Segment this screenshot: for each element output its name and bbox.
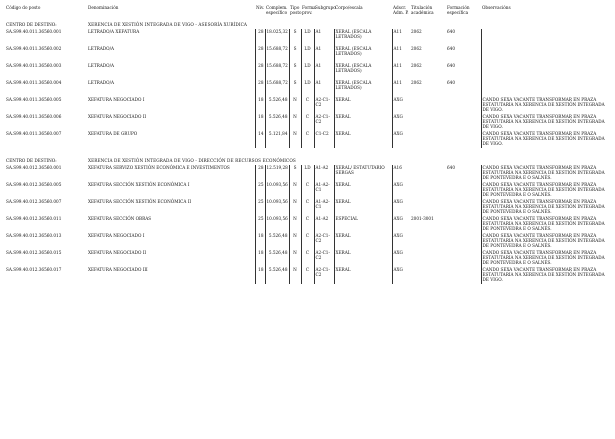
cell-obs [481, 46, 612, 63]
cell-code: SA.S99.40.012.36560.013 [6, 233, 62, 238]
cell-name: XEFATURA NEGOCIADO I [87, 233, 255, 250]
section-header [5, 17, 612, 27]
cell-tipo: N [289, 199, 301, 216]
table-row [5, 131, 612, 148]
cell-forma: C [301, 199, 314, 216]
cell-subgroup: A1 [314, 29, 334, 46]
cell-body: XERAL [334, 267, 392, 284]
cell-tipo: N [289, 250, 301, 267]
cell-name: XEFATURA NEGOCIADO II [87, 114, 255, 131]
cell-level: 25 [255, 216, 265, 233]
cell-forma: C [301, 233, 314, 250]
cell-name: XEFATURA SECCIÓN XESTIÓN ECONÓMICA I [87, 182, 255, 199]
cell-tipo: N [289, 267, 301, 284]
header-obs: Observacións [482, 5, 511, 10]
cell-tit [410, 267, 446, 284]
cell-forma: C [301, 114, 314, 131]
cell-complement: 5.526,48 [265, 250, 289, 267]
cell-subgroup: A1-A2 [314, 216, 334, 233]
cell-tipo: N [289, 233, 301, 250]
cell-tit [410, 182, 446, 199]
cell-form [446, 267, 481, 284]
cell-forma: C [301, 97, 314, 114]
cell-form [446, 182, 481, 199]
cell-subgroup: A1-A2-C1 [314, 182, 334, 199]
header-complement [265, 5, 289, 17]
cell-body: XERAL (ESCALA LETRADOS) [334, 29, 392, 46]
cell-form: 640 [446, 46, 481, 63]
cell-form: 640 [446, 29, 481, 46]
cell-adscr: A11 [393, 29, 402, 34]
header-body: Corpo/escala [335, 5, 363, 10]
cell-obs: CANDO SEXA VACANTE TRANSFORMAR EN PRAZA ESTATUTARIA NA XERENCIA DE XESTIÓN INTEGRADA DE PONTEVEDRA E O SALNÉS. [482, 233, 605, 249]
cell-subgroup: A1 [314, 46, 334, 63]
cell-tipo: S [289, 29, 301, 46]
cell-complement: 10.093,56 [265, 182, 289, 199]
cell-body: XERAL (ESCALA LETRADOS) [334, 63, 392, 80]
cell-tit: 2062 [411, 80, 422, 85]
cell-level: 18 [255, 233, 265, 250]
cell-complement: 10.093,56 [265, 216, 289, 233]
cell-subgroup: A1-A2 [314, 165, 334, 182]
cell-forma: LD [301, 165, 314, 182]
cell-level: 25 [255, 199, 265, 216]
cell-forma: C [301, 131, 314, 148]
cell-level: 28 [255, 46, 265, 63]
cell-complement: 5.526,48 [265, 233, 289, 250]
header-tipo [289, 5, 301, 17]
header-tipo-top: Tipo [290, 5, 300, 10]
table-row [5, 233, 612, 250]
cell-adscr: AXG [393, 97, 403, 102]
cell-tit [410, 233, 446, 250]
cell-form: 640 [446, 63, 481, 80]
cell-complement: 15.688,72 [265, 63, 289, 80]
cell-adscr: AXG [393, 250, 403, 255]
cell-name: LETRADO/A [87, 80, 255, 97]
cell-code: SA.S99.40.012.36560.017 [6, 267, 62, 272]
header-forma-bottom: prov. [302, 10, 313, 16]
cell-obs [481, 63, 612, 80]
cell-tit [410, 114, 446, 131]
cell-complement: 15.688,72 [265, 80, 289, 97]
cell-name: XEFATURA DE GRUPO [87, 131, 255, 148]
cell-obs: CANDO SEXA VACANTE TRANSFORMAR EN PRAZA ESTATUTARIA NA XERENCIA DE XESTIÓN INTEGRADA DE PONTEVEDRA E O SALNÉS. [482, 216, 605, 232]
cell-adscr: AXG [393, 199, 403, 204]
cell-form [446, 250, 481, 267]
table-row [5, 165, 612, 182]
header-forma [301, 5, 314, 17]
cell-form [446, 199, 481, 216]
header-form-top: Formación [447, 5, 470, 10]
section-title: XERENCIA DE XESTIÓN INTEGRADA DE VIGO - ASESORÍA XURÍDICA [88, 21, 248, 27]
cell-subgroup: A2-C1-C2 [314, 97, 334, 114]
cell-name: XEFATURA NEGOCIADO I [87, 97, 255, 114]
cell-tipo: S [289, 63, 301, 80]
cell-code: SA.S99.40.011.36560.001 [6, 29, 62, 34]
cell-obs: CANDO SEXA VACANTE TRANSFORMAR EN PRAZA ESTATUTARIA NA XERENCIA DE XESTIÓN INTEGRADA DE PONTEVEDRA E O SALNÉS. [482, 250, 605, 266]
table-row [5, 250, 612, 267]
header-form [446, 5, 481, 17]
posts-table [5, 5, 612, 284]
header-tipo-bottom: posto [290, 10, 302, 16]
cell-obs: CANDO SEXA VACANTE TRANSFORMAR EN PRAZA ESTATUTARIA NA XERENCIA DE XESTIÓN INTEGRADA DE PONTEVEDRA E O SALNÉS. [482, 199, 605, 215]
cell-forma: LD [301, 46, 314, 63]
header-complement-top: Complem. [266, 5, 288, 10]
table-body [5, 17, 612, 284]
cell-adscr: AXG [393, 182, 403, 187]
cell-code: SA.S99.40.011.36560.003 [6, 63, 62, 68]
cell-name: LETRADO/A XEFATURA [87, 29, 255, 46]
cell-code: SA.S99.40.011.36560.002 [6, 46, 62, 51]
cell-obs: CANDO SEXA VACANTE TRANSFORMAR EN PRAZA ESTATUTARIA NA XERENCIA DE XESTIÓN INTEGRADA DE VIGO. [482, 97, 605, 113]
cell-subgroup: A2-C1-C2 [314, 233, 334, 250]
cell-form [446, 131, 481, 148]
cell-form [446, 97, 481, 114]
header-complement-bottom: específico [266, 10, 288, 16]
cell-code: SA.S99.40.012.36560.011 [6, 216, 62, 221]
table-row [5, 97, 612, 114]
cell-adscr: AXG [393, 233, 403, 238]
cell-level: 18 [255, 97, 265, 114]
cell-forma: LD [301, 29, 314, 46]
table-row [5, 216, 612, 233]
cell-tit [410, 131, 446, 148]
cell-tit [410, 250, 446, 267]
header-tit-bottom: académica [411, 10, 434, 16]
cell-subgroup: A1-A2-C1 [314, 199, 334, 216]
cell-subgroup: A1 [314, 63, 334, 80]
cell-forma: C [301, 250, 314, 267]
cell-name: XEFATURA NEGOCIADO III [87, 267, 255, 284]
table-row [5, 63, 612, 80]
header-subgroup: Subgrupo [315, 5, 336, 10]
cell-code: SA.S99.40.011.36560.005 [6, 97, 62, 102]
cell-name: LETRADO/A [87, 46, 255, 63]
cell-code: SA.S99.40.012.36560.015 [6, 250, 62, 255]
table-row [5, 114, 612, 131]
cell-obs [481, 80, 612, 97]
cell-code: SA.S99.40.011.36560.004 [6, 80, 62, 85]
cell-obs: CANDO SEXA VACANTE TRANSFORMAR EN PRAZA ESTATUTARIA NA XERENCIA DE XESTIÓN INTEGRADA DE PONTEVEDRA E O SALNÉS. [482, 165, 605, 181]
cell-code: SA.S99.40.011.36560.006 [6, 114, 62, 119]
cell-code: SA.S99.40.012.36560.001 [6, 165, 62, 170]
cell-name: XEFATURA SECCIÓN OBRAS [87, 216, 255, 233]
cell-level: 18 [255, 114, 265, 131]
cell-tipo: N [289, 216, 301, 233]
cell-code: SA.S99.40.011.36560.007 [6, 131, 62, 136]
cell-subgroup: A2-C1-C2 [314, 114, 334, 131]
cell-body: XERAL [334, 131, 392, 148]
cell-body: XERAL [334, 199, 392, 216]
header-tit [410, 5, 446, 17]
cell-form: 640 [446, 165, 481, 182]
cell-adscr: A16 [393, 165, 402, 170]
cell-tit [410, 165, 446, 182]
cell-level: 18 [255, 267, 265, 284]
cell-complement: 5.526,48 [265, 114, 289, 131]
cell-body: XERAL [334, 97, 392, 114]
cell-body: XERAL (ESCALA LETRADOS) [334, 80, 392, 97]
header-code: Código do posto [6, 5, 41, 10]
table-row [5, 46, 612, 63]
cell-complement: 18.025,32 [265, 29, 289, 46]
header-form-bottom: específica [447, 10, 469, 16]
table-row [5, 199, 612, 216]
cell-complement: 5.526,48 [265, 267, 289, 284]
cell-forma: C [301, 216, 314, 233]
table-row [5, 267, 612, 284]
cell-body: ESPECIAL [334, 216, 392, 233]
cell-adscr: AXG [393, 267, 403, 272]
cell-subgroup: A2-C1-C2 [314, 267, 334, 284]
cell-complement: 5.526,48 [265, 97, 289, 114]
cell-level: 28 [255, 29, 265, 46]
cell-tit: 2062 [411, 29, 422, 34]
header-adscr-bottom: Adm. P. [393, 10, 409, 16]
cell-tit: 2062 [411, 46, 422, 51]
cell-form: 640 [446, 80, 481, 97]
section-header [5, 153, 612, 163]
cell-form [446, 233, 481, 250]
cell-obs: CANDO SEXA VACANTE TRANSFORMAR EN PRAZA ESTATUTARIA NA XERENCIA DE XESTIÓN INTEGRADA DE VIGO. [482, 267, 605, 283]
cell-tipo: N [289, 97, 301, 114]
cell-obs [481, 29, 612, 46]
cell-obs: CANDO SEXA VACANTE TRANSFORMAR EN PRAZA ESTATUTARIA NA XERENCIA DE XESTIÓN INTEGRADA DE VIGO. [482, 114, 605, 130]
table-row [5, 29, 612, 46]
cell-level: 28 [255, 165, 265, 182]
cell-adscr: A11 [393, 80, 402, 85]
cell-body: XERAL (ESCALA LETRADOS) [334, 46, 392, 63]
cell-body: XERAL [334, 114, 392, 131]
cell-body: XERAL [334, 233, 392, 250]
cell-forma: C [301, 182, 314, 199]
cell-adscr: A11 [393, 63, 402, 68]
cell-name: XEFATURA NEGOCIADO II [87, 250, 255, 267]
header-name: Denominación [88, 5, 119, 10]
cell-code: SA.S99.40.012.36560.007 [6, 199, 62, 204]
cell-obs: CANDO SEXA VACANTE TRANSFORMAR EN PRAZA ESTATUTARIA NA XERENCIA DE XESTIÓN INTEGRADA DE VIGO. [482, 131, 605, 147]
cell-adscr: AXG [393, 131, 403, 136]
table-row [5, 182, 612, 199]
cell-adscr: A11 [393, 46, 402, 51]
header-tit-top: Titulación [411, 5, 433, 10]
cell-tipo: S [289, 46, 301, 63]
cell-adscr: AXG [393, 216, 403, 221]
table-header [5, 5, 612, 17]
cell-subgroup: A2-C1-C2 [314, 250, 334, 267]
cell-body: XERAL [334, 250, 392, 267]
cell-tipo: N [289, 182, 301, 199]
cell-forma: LD [301, 63, 314, 80]
table-row [5, 80, 612, 97]
header-adscr [392, 5, 410, 17]
cell-forma: C [301, 267, 314, 284]
cell-level: 28 [255, 80, 265, 97]
cell-name: XEFATURA SERVIZO XESTIÓN ECONÓMICA E INVESTIMENTOS [87, 165, 255, 182]
cell-complement: 12.519,28 [265, 165, 289, 182]
cell-form [446, 216, 481, 233]
cell-form [446, 114, 481, 131]
cell-tit [410, 97, 446, 114]
cell-level: 25 [255, 182, 265, 199]
cell-subgroup: C1-C2 [314, 131, 334, 148]
cell-forma: LD [301, 80, 314, 97]
cell-code: SA.S99.40.012.36560.005 [6, 182, 62, 187]
cell-body: XERAL [334, 182, 392, 199]
cell-tit [410, 199, 446, 216]
cell-adscr: AXG [393, 114, 403, 119]
cell-body: XERAL/ ESTATUTARIO SERGAS [334, 165, 392, 182]
cell-obs: CANDO SEXA VACANTE TRANSFORMAR EN PRAZA ESTATUTARIA NA XERENCIA DE XESTIÓN INTEGRADA DE PONTEVEDRA E O SALNÉS. [482, 182, 605, 198]
cell-complement: 15.688,72 [265, 46, 289, 63]
cell-complement: 5.121,84 [265, 131, 289, 148]
cell-name: LETRADO/A [87, 63, 255, 80]
cell-tipo: S [289, 80, 301, 97]
cell-complement: 10.093,56 [265, 199, 289, 216]
cell-subgroup: A1 [314, 80, 334, 97]
cell-tipo: N [289, 131, 301, 148]
cell-name: XEFATURA SECCIÓN XESTIÓN ECONÓMICA II [87, 199, 255, 216]
cell-tipo: N [289, 114, 301, 131]
cell-level: 14 [255, 131, 265, 148]
cell-level: 28 [255, 63, 265, 80]
section-label: CENTRO DE DESTINO: [6, 157, 57, 163]
cell-tipo: S [289, 165, 301, 182]
header-adscr-top: Adscr. [393, 5, 407, 10]
cell-level: 18 [255, 250, 265, 267]
section-title: XERENCIA DE XESTIÓN INTEGRADA DE VIGO - DIRECCIÓN DE RECURSOS ECONÓMICOS [88, 157, 296, 163]
header-forma-top: Forma [302, 5, 316, 10]
cell-tit: 2001-3001 [411, 216, 434, 221]
section-label: CENTRO DE DESTINO: [6, 21, 57, 27]
cell-tit: 2062 [411, 63, 422, 68]
header-level: Niv. [256, 5, 265, 10]
